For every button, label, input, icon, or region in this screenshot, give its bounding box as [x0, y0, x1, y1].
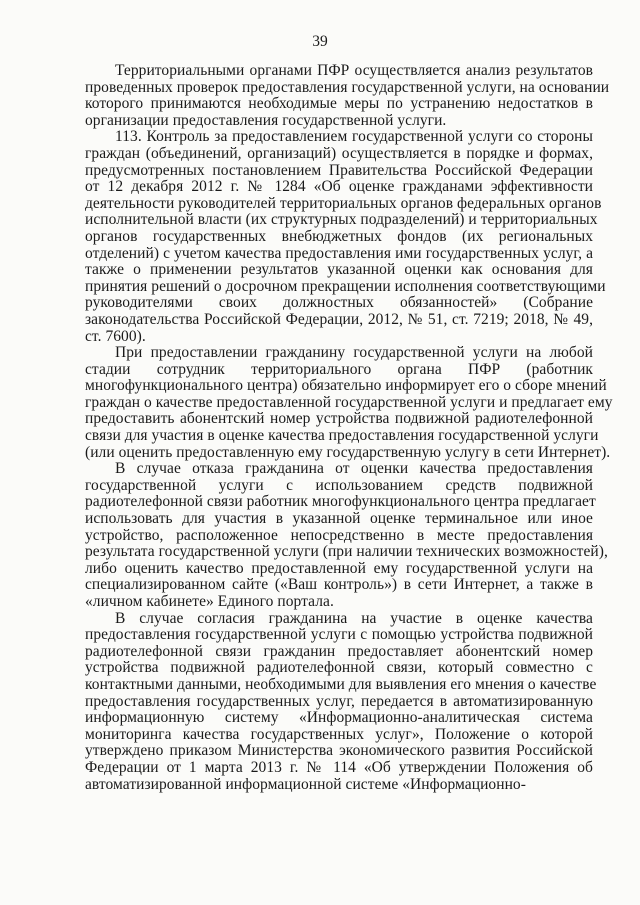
text-line: деятельности руководителей территориальных органов федеральных органов: [85, 194, 602, 212]
text-line: также о применении результатов указанной оценки как основания для: [85, 261, 593, 279]
text-line: автоматизированной информационной системе «Информационно-: [85, 775, 526, 793]
text-line: органов государственных внебюджетных фондов (их региональных: [85, 227, 593, 245]
text-line: отделений) с учетом качества предоставления ими государственных услуг, а: [85, 244, 593, 262]
text-line: При предоставлении гражданину государственной услуги на любой: [115, 344, 593, 362]
text-line: устройство, расположенное непосредственно в месте предоставления: [85, 526, 593, 544]
text-line: либо оценить качество предоставленной ему государственной услуги на: [85, 559, 593, 577]
text-line: законодательства Российской Федерации, 2012, № 51, ст. 7219; 2018, № 49,: [85, 310, 593, 328]
text-line: В случае согласия гражданина на участие в оценке качества: [115, 609, 593, 627]
text-line: проведенных проверок предоставления государственной услуги, на основании: [85, 78, 610, 96]
text-line: организации предоставления государственной услуги.: [85, 111, 447, 129]
text-line: использовать для участия в указанной оценке терминальное или иное: [85, 510, 593, 528]
text-line: радиотелефонной связи гражданин предоставляет абонентский номер: [85, 642, 593, 660]
text-line: информационную систему «Информационно-аналитическая система: [85, 709, 593, 727]
text-line: исполнительной власти (их структурных подразделений) и территориальных: [85, 211, 598, 229]
text-line: контактными данными, необходимыми для выявления его мнения о качестве: [85, 675, 597, 693]
page-number: 39: [312, 33, 328, 50]
paragraph: [85, 460, 608, 610]
text-line: специализированном сайте («Ваш контроль») в сети Интернет, а также в: [85, 576, 593, 594]
text-line: утверждено приказом Министерства экономического развития Российской: [85, 742, 593, 760]
text-line: принятия решений о досрочном прекращении исполнения соответствующими: [85, 277, 606, 295]
text-line: устройства подвижной радиотелефонной связи, который совместно с: [85, 659, 593, 677]
paragraph: [85, 62, 610, 129]
text-line: граждан о качестве предоставленной государственной услуги и предлагает ему: [85, 393, 613, 411]
text-line: связи для участия в оценке качества предоставления государственной услуги: [85, 427, 599, 445]
text-line: предоставления государственных услуг, передается в автоматизированную: [85, 692, 593, 710]
text-line: предоставить абонентский номер устройства подвижной радиотелефонной: [85, 410, 593, 428]
paragraph: [85, 344, 613, 461]
text-line: ст. 7600).: [85, 327, 146, 345]
text-line: 113. Контроль за предоставлением государственной услуги со стороны: [115, 128, 593, 146]
paragraph: [85, 609, 597, 794]
text-line: «личном кабинете» Единого портала.: [85, 593, 334, 610]
text-line: руководителями своих должностных обязанностей» (Собрание: [85, 294, 593, 312]
text-line: предоставления государственной услуги с помощью устройства подвижной: [85, 626, 593, 644]
document-body: [85, 62, 613, 793]
text-line: предусмотренных постановлением Правительства Российской Федерации: [85, 161, 593, 179]
text-line: В случае отказа гражданина от оценки качества предоставления: [115, 460, 593, 478]
text-line: государственной услуги с использованием средств подвижной: [85, 476, 593, 494]
text-line: (или оценить предоставленную ему государственную услугу в сети Интернет).: [85, 443, 611, 461]
text-line: результата государственной услуги (при наличии технических возможностей),: [85, 543, 608, 561]
text-line: Территориальными органами ПФР осуществляется анализ результатов: [115, 62, 593, 79]
text-line: граждан (объединений, организаций) осуществляется в порядке и формах,: [85, 144, 593, 162]
text-line: радиотелефонной связи работник многофункционального центра предлагает: [85, 493, 596, 511]
text-line: Федерации от 1 марта 2013 г. № 114 «Об утверждении Положения об: [85, 758, 593, 776]
text-line: стадии сотрудник территориального органа ПФР (работник: [85, 360, 593, 378]
text-line: от 12 декабря 2012 г. № 1284 «Об оценке гражданами эффективности: [85, 178, 593, 196]
text-line: мониторинга качества государственных услуг», Положение о которой: [85, 725, 593, 743]
paragraph: [85, 128, 606, 345]
text-line: которого принимаются необходимые меры по устранению недостатков в: [85, 95, 593, 113]
text-line: многофункционального центра) обязательно информирует его о сборе мнений: [85, 377, 607, 395]
